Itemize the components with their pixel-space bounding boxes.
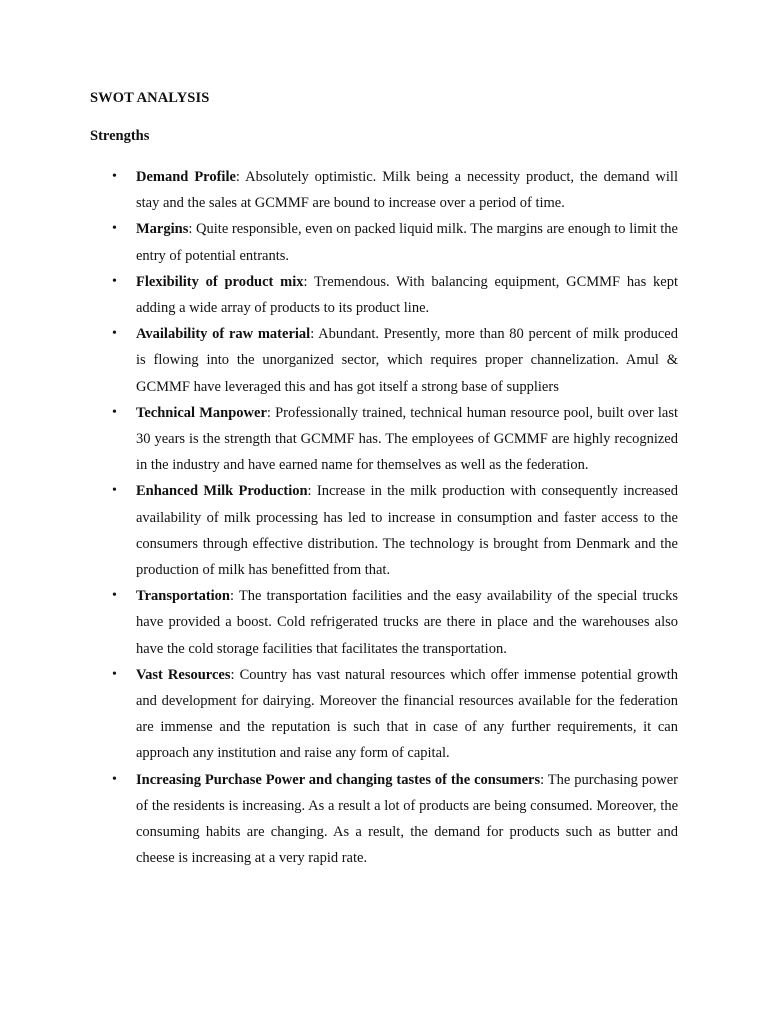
list-item bbox=[90, 216, 678, 268]
item-text: : Absolutely optimistic. Milk being a necessity product, the demand will stay and the sales at GCMMF are bound to increase over a period of time. bbox=[136, 169, 678, 212]
item-text: : Tremendous. With balancing equipment, GCMMF has kept adding a wide array of products to its product line. bbox=[136, 273, 678, 317]
item-term: Vast Resources bbox=[136, 666, 231, 683]
item-text: : The transportation facilities and the easy availability of the special trucks have provided a boost. Cold refrigerated trucks are there in place and the warehouses also have the cold storage facilities that facilitates the transportation. bbox=[136, 588, 678, 657]
item-term: Technical Manpower bbox=[136, 404, 267, 421]
item-term: Margins bbox=[136, 221, 189, 238]
bullet-icon: • bbox=[112, 588, 117, 604]
item-term: Flexibility of product mix bbox=[136, 273, 304, 290]
bullet-icon: • bbox=[112, 169, 117, 184]
list-item bbox=[90, 269, 678, 321]
item-text: : Increase in the milk production with consequently increased availability of milk processing has led to increase in consumption and faster access to the consumers through effective distribution. The technology is brought from Denmark and the production of milk has benefitted from that. bbox=[136, 483, 678, 579]
item-term: Enhanced Milk Production bbox=[136, 483, 308, 500]
list-item bbox=[90, 164, 678, 216]
bullet-icon: • bbox=[112, 771, 117, 787]
list-item bbox=[90, 767, 678, 872]
list-item bbox=[90, 400, 678, 479]
item-term: Transportation bbox=[136, 588, 230, 605]
list-item bbox=[90, 478, 678, 583]
item-text: : Quite responsible, even on packed liquid milk. The margins are enough to limit the entry of potential entrants. bbox=[136, 221, 678, 264]
page-title: SWOT ANALYSIS bbox=[90, 90, 210, 106]
strengths-list bbox=[90, 164, 678, 871]
section-heading-strengths: Strengths bbox=[90, 128, 150, 144]
list-item bbox=[90, 583, 678, 662]
list-item bbox=[90, 662, 678, 767]
item-term: Availability of raw material bbox=[136, 326, 311, 343]
item-text: : Professionally trained, technical human resource pool, built over last 30 years is the strength that GCMMF has. The employees of GCMMF are highly recognized in the industry and have earned name for themselves as well as the federation. bbox=[136, 404, 678, 474]
bullet-icon: • bbox=[112, 273, 117, 289]
item-term: Increasing Purchase Power and changing tastes of the consumers bbox=[136, 771, 541, 788]
bullet-icon: • bbox=[112, 666, 117, 682]
item-text: : Country has vast natural resources which offer immense potential growth and development for dairying. Moreover the financial resources available for the federation are immense and the reputation is such that in case of any further requirements, it can approach any institution and raise any form of capital. bbox=[136, 666, 678, 762]
bullet-icon: • bbox=[112, 326, 117, 342]
item-term: Demand Profile bbox=[136, 169, 236, 185]
item-text: : The purchasing power of the residents is increasing. As a result a lot of products are being consumed. Moreover, the consuming habits are changing. As a result, the demand for products such as butter and cheese is increasing at a very rapid rate. bbox=[136, 771, 678, 867]
bullet-icon: • bbox=[112, 221, 117, 237]
bullet-icon: • bbox=[112, 404, 117, 420]
item-text: : Abundant. Presently, more than 80 percent of milk produced is flowing into the unorganized sector, which requires proper channelization. Amul & GCMMF have leveraged this and has got itself a strong base of suppliers bbox=[136, 326, 678, 395]
bullet-icon: • bbox=[112, 483, 117, 499]
list-item bbox=[90, 321, 678, 400]
